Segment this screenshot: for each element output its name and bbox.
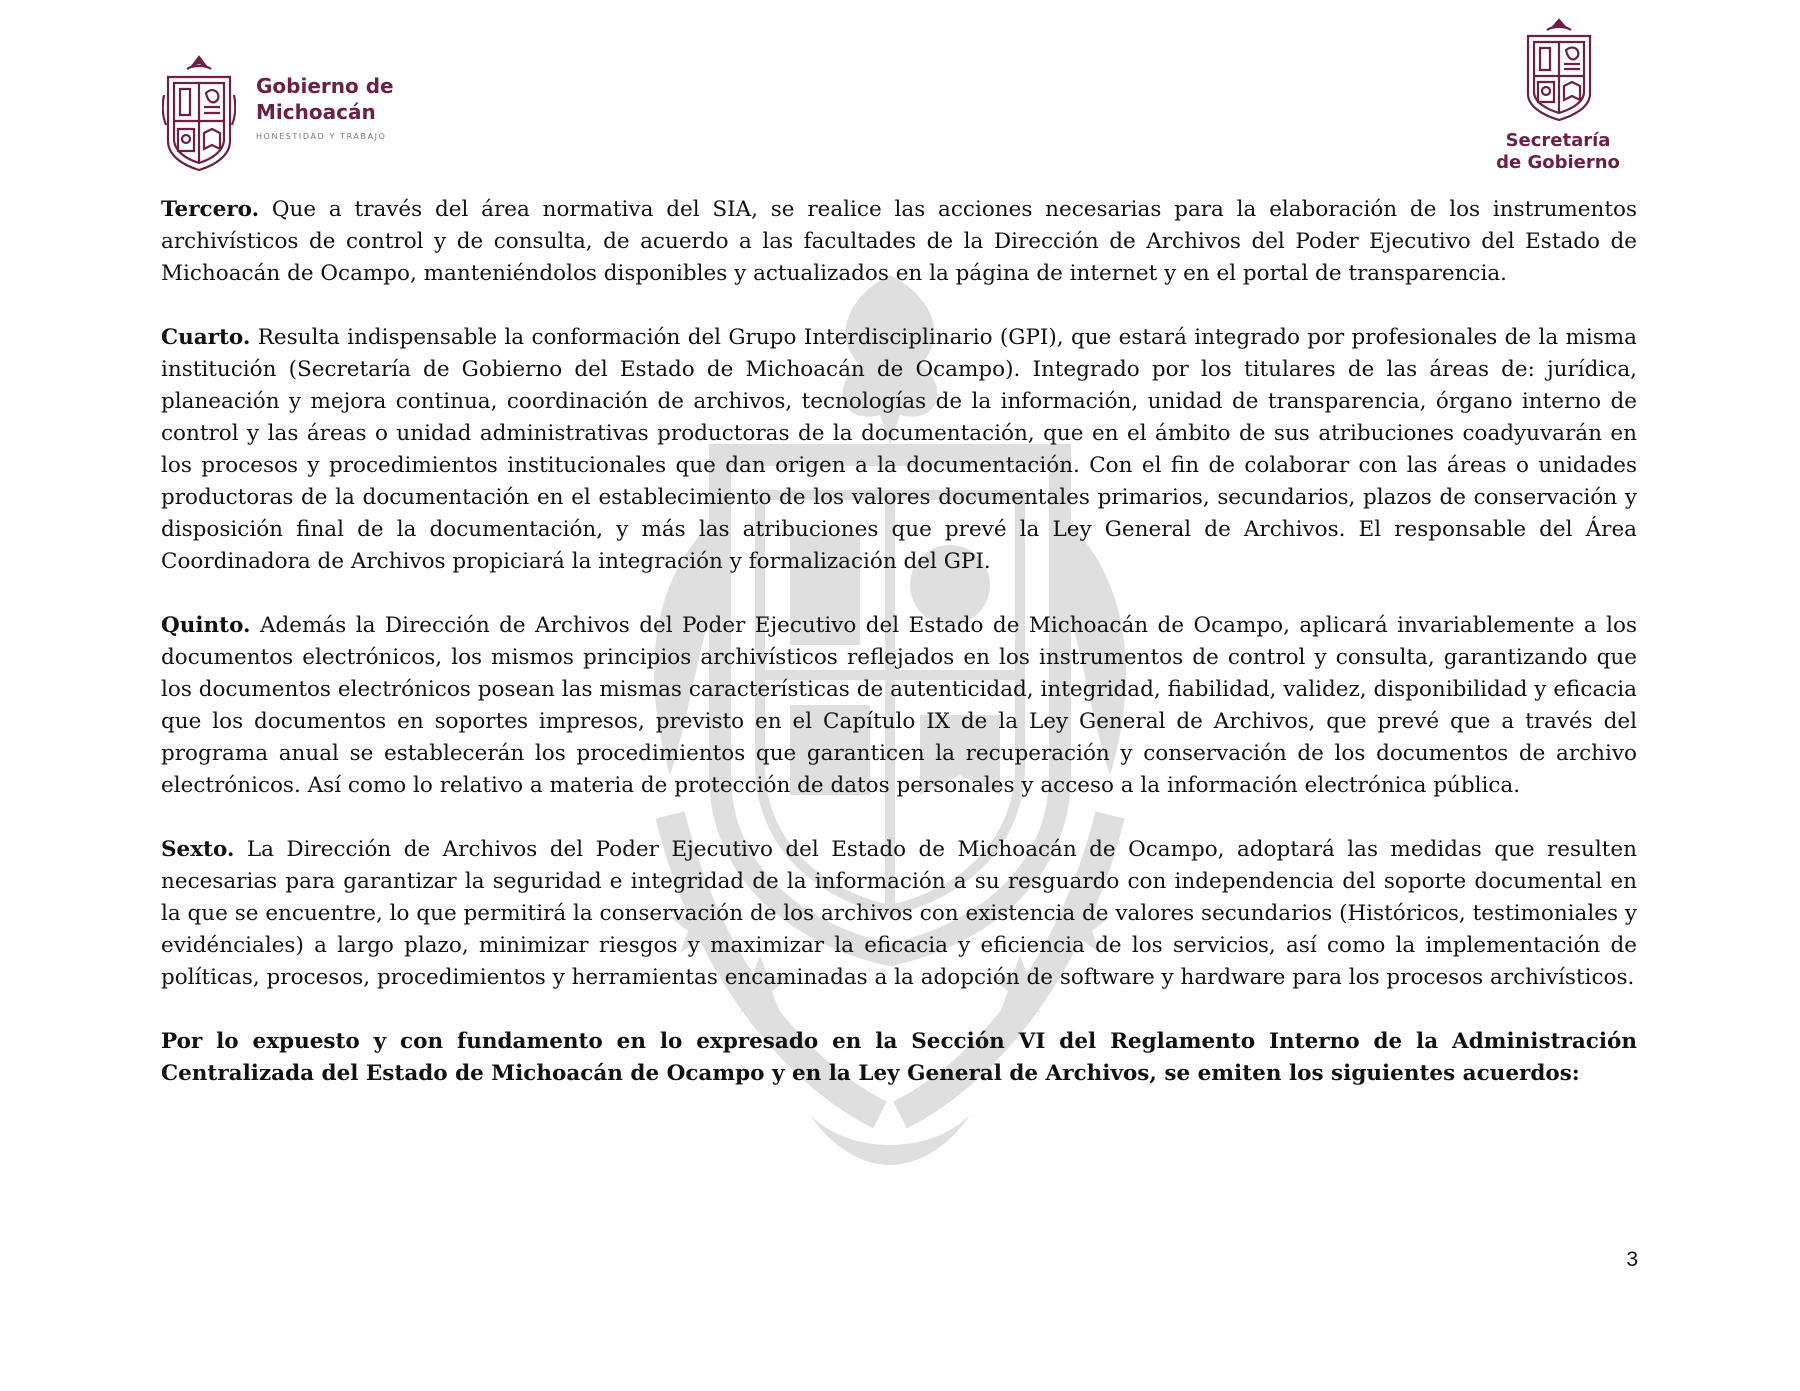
paragraph-lead: Tercero.: [161, 197, 260, 222]
paragraph-text: Que a través del área normativa del SIA, se realice las acciones necesarias para la elaboración de los instrumentos archivísticos de control y de consulta, de acuerdo a las facultades de la Dirección de Archivos del Poder Ejecutivo del Estado de Michoacán de Ocampo, manteniéndolos disponibles y actualizados en la página de internet y en el portal de transparencia.: [161, 197, 1637, 286]
paragraph-lead: Quinto.: [161, 613, 251, 638]
secretaria-name-line1: Secretaría: [1505, 130, 1611, 151]
paragraph-cuarto: [161, 322, 1637, 578]
michoacan-coat-of-arms-icon: [1522, 18, 1596, 122]
paragraph-sexto: [161, 834, 1637, 994]
page-number: 3: [1626, 1248, 1638, 1271]
paragraph-text: La Dirección de Archivos del Poder Ejecutivo del Estado de Michoacán de Ocampo, adoptará las medidas que resulten necesarias para garantizar la seguridad e integridad de la información a su resguardo con independencia del soporte documental en la que se encuentre, lo que permitirá la conservación de los archivos con existencia de valores secundarios (Históricos, testimoniales y evidénciales) a largo plazo, minimizar riesgos y maximizar la eficacia y eficiencia de los servicios, así como la implementación de políticas, procesos, procedimientos y herramientas encaminadas a la adopción de software y hardware para los procesos archivísticos.: [161, 837, 1637, 990]
secretaria-gobierno-logo: [1478, 18, 1638, 173]
gobierno-motto: HONESTIDAD Y TRABAJO: [256, 132, 387, 141]
closing-statement: Por lo expuesto y con fundamento en lo expresado en la Sección VI del Reglamento Interno de la Administración Centralizada del Estado de Michoacán de Ocampo y en la Ley General de Archivos, se emiten los siguientes acuerdos:: [161, 1029, 1637, 1086]
paragraph-text: Resulta indispensable la conformación del Grupo Interdisciplinario (GPI), que estará integrado por profesionales de la misma institución (Secretaría de Gobierno del Estado de Michoacán de Ocampo). Integrado por los titulares de las áreas de: jurídica, planeación y mejora continua, coordinación de archivos, tecnologías de la información, unidad de transparencia, órgano interno de control y las áreas o unidad administrativas productoras de la documentación, que en el ámbito de sus atribuciones coadyuvarán en los procesos y procedimientos institucionales que dan origen a la documentación. Con el fin de colaborar con las áreas o unidades productoras de la documentación en el establecimiento de los valores documentales primarios, secundarios, plazos de conservación y disposición final de la documentación, y más las atribuciones que prevé la Ley General de Archivos. El responsable del Área Coordinadora de Archivos propiciará la integración y formalización del GPI.: [161, 325, 1637, 574]
paragraph-lead: Cuarto.: [161, 325, 251, 350]
gobierno-name: [256, 73, 456, 125]
michoacan-coat-of-arms-icon: [162, 55, 236, 173]
gobierno-michoacan-logo: [162, 55, 412, 173]
gobierno-name-line1: Gobierno de: [256, 74, 394, 98]
paragraph-tercero: [161, 194, 1637, 290]
secretaria-name: [1478, 130, 1638, 174]
paragraph-text: Además la Dirección de Archivos del Poder Ejecutivo del Estado de Michoacán de Ocampo, aplicará invariablemente a los documentos electrónicos, los mismos principios archivísticos reflejados en los instrumentos de control y consulta, garantizando que los documentos electrónicos posean las mismas características de autenticidad, integridad, fiabilidad, validez, disponibilidad y eficacia que los documentos en soportes impresos, previsto en el Capítulo IX de la Ley General de Archivos, que prevé que a través del programa anual se establecerán los procedimientos que garanticen la recuperación y conservación de los documentos de archivo electrónicos. Así como lo relativo a materia de protección de datos personales y acceso a la información electrónica pública.: [161, 613, 1637, 798]
document-body: [161, 194, 1637, 1122]
paragraph-lead: Sexto.: [161, 837, 235, 862]
secretaria-name-line2: de Gobierno: [1496, 152, 1620, 173]
paragraph-quinto: [161, 610, 1637, 802]
gobierno-name-line2: Michoacán: [256, 100, 376, 124]
